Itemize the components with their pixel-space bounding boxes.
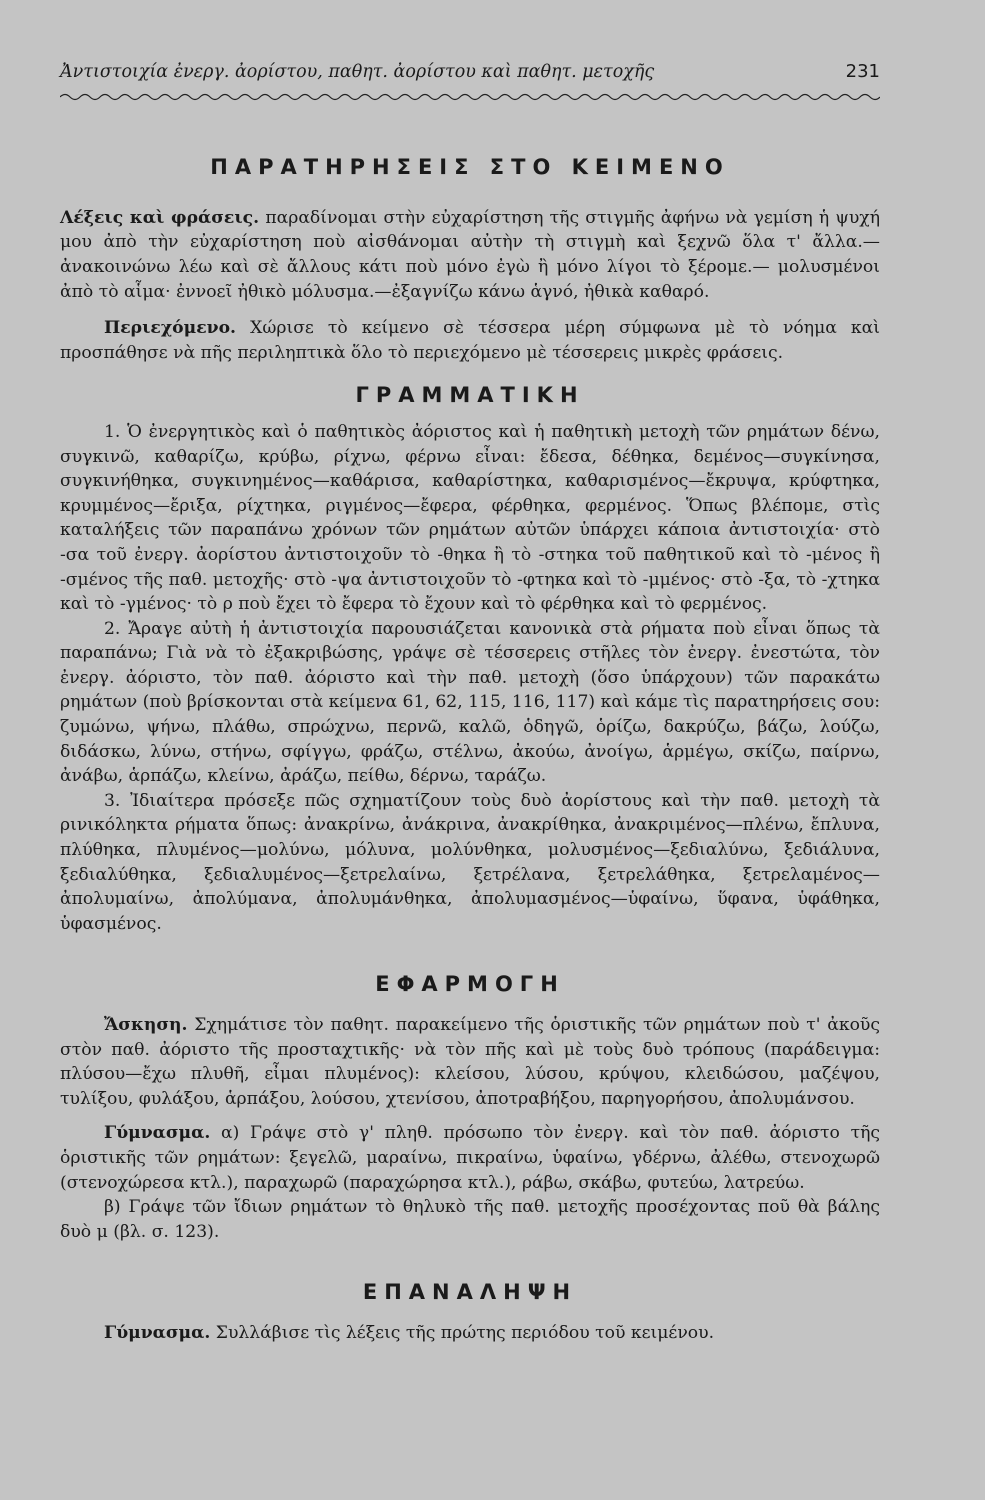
section-title-epanalipsi: ΕΠΑΝΑΛΗΨΗ [362, 1280, 578, 1305]
text-lexeis: παραδίνομαι στὴν εὐχαρίστηση τῆς στιγμῆς ἀφήνω νὰ γεμίση ἡ ψυχή μου ἀπὸ τὴν εὐχαρίστηση ποὺ αἰσθάνομαι αὐτὴν τὴ στιγμὴ καὶ ξεχνῶ ὅλα τ' ἄλλα.—ἀνακοινώνω λέω καὶ σὲ ἄλλους κάτι ποὺ μόνο ἐγὼ ἢ μόνο λίγοι τὸ ξέρομε.— μολυσμένοι ἀπὸ τὸ αἷμα· ἐννοεῖ ἠθικὸ μόλυσμα.—ἐξαγνίζω κάνω ἁγνό, ἠθικὰ καθαρό. [60, 207, 881, 302]
wavy-rule [60, 92, 880, 102]
paragraph-grammar-3: 3. Ἰδιαίτερα πρόσεξε πῶς σχηματίζουν τοὺς δυὸ ἀορίστους καὶ τὴν παθ. μετοχὴ τὰ ρινικόληκτα ρήματα ὅπως: ἀνακρίνω, ἀνάκρινα, ἀνακρίθηκα, ἀνακριμένος—πλένω, ἔπλυνα, πλύθηκα, πλυμένος—μολύνω, μόλυνα, μολύνθηκα, μολυσμένος—ξεδιαλύνω, ξεδιάλυνα, ξεδιαλύθηκα, ξεδιαλυμένος—ξετρελαίνω, ξετρέλανα, ξετρελάθηκα, ξετρελαμένος—ἀπολυμαίνω, ἀπολύμανα, ἀπολυμάνθηκα, ἀπολυμασμένος—ὑφαίνω, ὕφανα, ὑφάθηκα, ὑφασμένος. [60, 790, 880, 934]
label-askisi: Ἄσκηση. [104, 1015, 188, 1035]
paragraph-gymnasma-a [60, 1121, 880, 1195]
paragraph-gymnasma-b: β) Γράψε τῶν ἴδιων ρημάτων τὸ θηλυκὸ τῆς παθ. μετοχῆς προσέχοντας ποῦ θὰ βάλης δυὸ μ (βλ. σ. 123). [60, 1197, 880, 1242]
label-lexeis: Λέξεις καὶ φράσεις. [60, 207, 260, 228]
page-number: 231 [845, 61, 880, 82]
text-gymnasma-a: α) Γράψε στὸ γ' πληθ. πρόσωπο τὸν ἐνεργ. καὶ τὸν παθ. ἀόριστο τῆς ὁριστικῆς τῶν ρημάτων: ξεγελῶ, μαραίνω, πικραίνω, ὑφαίνω, γδέρνω, ἀλέθω, στενοχωρῶ (στενοχώρεσα κτλ.), παραχωρῶ (παραχώρησα κτλ.), ράβω, σκάβω, φυτεύω, λατρεύω. [60, 1123, 880, 1193]
text-gymnasma-epanalipsi: Συλλάβισε τὶς λέξεις τῆς πρώτης περιόδου τοῦ κειμένου. [215, 1322, 715, 1343]
paragraph-epanalipsi [60, 1321, 880, 1346]
label-gymnasma: Γύμνασμα. [104, 1123, 211, 1144]
text-periexomeno: Χώρισε τὸ κείμενο σὲ τέσσερα μέρη σύμφωνα μὲ τὸ νόημα καὶ προσπάθησε νὰ πῆς περιληπτικὰ ὅλο τὸ περιεχόμενο μὲ τέσσερεις μικρὲς φράσεις. [60, 318, 880, 363]
section-title-efarmogi: ΕΦΑΡΜΟΓΗ [375, 972, 565, 997]
section-title-grammatiki: ΓΡΑΜΜΑΤΙΚΗ [355, 383, 585, 408]
label-gymnasma-epanalipsi: Γύμνασμα. [104, 1322, 211, 1343]
label-periexomeno: Περιεχόμενο. [104, 318, 237, 339]
paragraph-lexeis [60, 206, 880, 304]
section-title-paratiriseis: ΠΑΡΑΤΗΡΗΣΕΙΣ ΣΤΟ ΚΕΙΜΕΝΟ [210, 155, 730, 180]
paragraph-periexomeno [60, 316, 880, 365]
page-header [60, 60, 880, 85]
paragraph-askisi [60, 1013, 880, 1111]
paragraph-grammar-1: 1. Ὁ ἐνεργητικὸς καὶ ὁ παθητικὸς ἀόριστος καὶ ἡ παθητικὴ μετοχὴ τῶν ρημάτων δένω, συγκινῶ, καθαρίζω, κρύβω, ρίχνω, φέρνω εἶναι: ἔδεσα, δέθηκα, δεμένος—συγκίνησα, συγκινήθηκα, συγκινημένος—καθάρισα, καθαρίστηκα, καθαρισμένος—ἔκρυψα, κρύφτηκα, κρυμμένος—ἔριξα, ρίχτηκα, ριγμένος—ἔφερα, φέρθηκα, φερμένος. Ὅπως βλέπομε, στὶς καταλήξεις τῶν παραπάνω χρόνων τῶν ρημάτων αὐτῶν ὑπάρχει κάποια ἀντιστοιχία· στὸ -σα τοῦ ἐνεργ. ἀορίστου ἀντιστοιχοῦν τὸ -θηκα ἢ τὸ -στηκα τοῦ παθητικοῦ καὶ τὸ -μένος ἢ -σμένος τῆς παθ. μετοχῆς· στὸ -ψα ἀντιστοιχοῦν τὸ -φτηκα καὶ τὸ -μμένος· στὸ -ξα, τὸ -χτηκα καὶ τὸ -γμένος· τὸ ρ ποὺ ἔχει τὸ ἔφερα τὸ ἔχουν καὶ τὸ φέρθηκα καὶ τὸ φερμένος. [60, 421, 880, 615]
text-askisi: Σχημάτισε τὸν παθητ. παρακείμενο τῆς ὁριστικῆς τῶν ρημάτων ποὺ τ' ἀκοῦς στὸν παθ. ἀόριστο τῆς προσταχτικῆς· νὰ τὸν πῆς καὶ μὲ τοὺς δυὸ τρόπους (παράδειγμα: πλύσου—ἔχω πλυθῆ, εἶμαι πλυμένος): κλείσου, λύσου, κρύψου, κλειδώσου, μαζέψου, τυλίξου, φυλάξου, ἁρπάξου, λούσου, χτενίσου, ἀποτραβήξου, παρηγορήσου, ἀπολυμάνσου. [60, 1015, 881, 1109]
paragraph-grammar-2: 2. Ἄραγε αὐτὴ ἡ ἀντιστοιχία παρουσιάζεται κανονικὰ στὰ ρήματα ποὺ εἶναι ὅπως τὰ παραπάνω; Γιὰ νὰ τὸ ἐξακριβώσης, γράψε σὲ τέσσερεις στῆλες τὸν ἐνεργ. ἐνεστώτα, τὸν ἐνεργ. ἀόριστο, τὸν παθ. ἀόριστο καὶ τὴν παθ. μετοχὴ (ὅσο ὑπάρχουν) τῶν παρακάτω ρημάτων (ποὺ βρίσκονται στὰ κείμενα 61, 62, 115, 116, 117) καὶ κάμε τὶς παρατηρήσεις σου: ζυμώνω, ψήνω, πλάθω, σπρώχνω, περνῶ, καλῶ, ὁδηγῶ, ὁρίζω, δακρύζω, βάζω, λούζω, διδάσκω, λύνω, στήνω, σφίγγω, φράζω, στέλνω, ἀκούω, ἀνοίγω, ἁρμέγω, σκίζω, παίρνω, ἀνάβω, ἁρπάζω, κλείνω, ἀράζω, πείθω, δέρνω, ταράζω. [60, 618, 880, 787]
book-page [60, 60, 880, 1470]
running-title: Ἀντιστοιχία ἐνεργ. ἀορίστου, παθητ. ἀορίστου καὶ παθητ. μετοχῆς [60, 62, 655, 82]
